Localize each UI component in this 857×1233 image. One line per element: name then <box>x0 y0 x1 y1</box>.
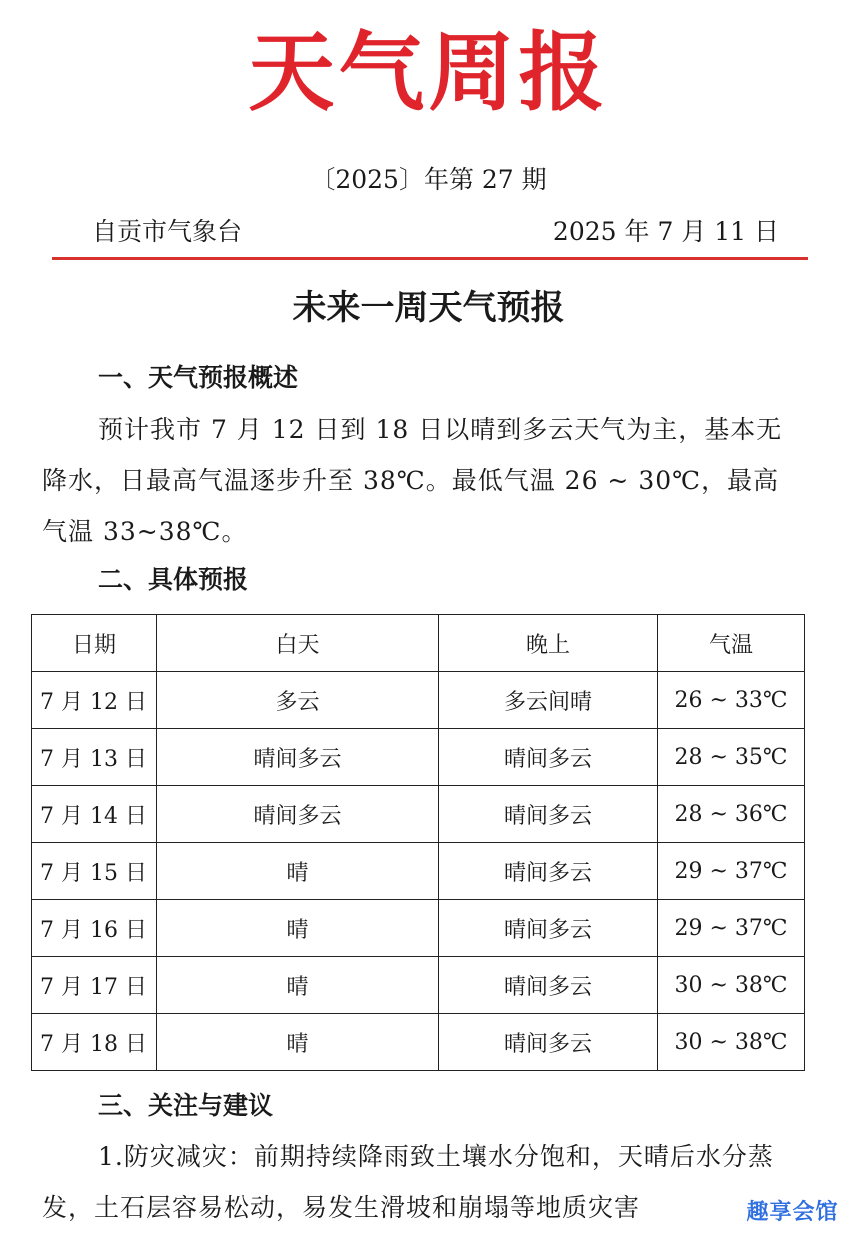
red-divider <box>52 257 808 260</box>
cell-temperature: 30 ~ 38℃ <box>658 1014 805 1071</box>
advice-heading: 三、关注与建议 <box>98 1091 274 1120</box>
page-title: 未来一周天气预报 <box>292 288 565 328</box>
publish-date: 2025 年 7 月 11 日 <box>552 217 779 246</box>
cell-night: 晴间多云 <box>439 786 658 843</box>
cell-temperature: 26 ~ 33℃ <box>658 672 805 729</box>
cell-date: 7 月 14 日 <box>32 786 157 843</box>
table-row <box>32 786 805 843</box>
header-date: 日期 <box>32 615 157 672</box>
cell-temperature: 30 ~ 38℃ <box>658 957 805 1014</box>
cell-night: 晴间多云 <box>439 843 658 900</box>
table-row <box>32 672 805 729</box>
cell-date: 7 月 16 日 <box>32 900 157 957</box>
cell-night: 晴间多云 <box>439 900 658 957</box>
issue-number: 〔2025〕年第 27 期 <box>310 165 547 194</box>
header-night: 晚上 <box>439 615 658 672</box>
cell-night: 晴间多云 <box>439 957 658 1014</box>
cell-temperature: 28 ~ 35℃ <box>658 729 805 786</box>
cell-date: 7 月 13 日 <box>32 729 157 786</box>
cell-date: 7 月 17 日 <box>32 957 157 1014</box>
cell-night: 晴间多云 <box>439 729 658 786</box>
header-day: 白天 <box>157 615 439 672</box>
cell-temperature: 28 ~ 36℃ <box>658 786 805 843</box>
overview-heading: 一、天气预报概述 <box>98 363 299 392</box>
cell-night: 多云间晴 <box>439 672 658 729</box>
cell-date: 7 月 15 日 <box>32 843 157 900</box>
cell-temperature: 29 ~ 37℃ <box>658 843 805 900</box>
cell-date: 7 月 18 日 <box>32 1014 157 1071</box>
publisher: 自贡市气象台 <box>92 217 243 246</box>
detail-heading: 二、具体预报 <box>98 565 249 594</box>
table-row <box>32 957 805 1014</box>
overview-paragraph: 预计我市 7 月 12 日到 18 日以晴到多云天气为主，基本无降水，日最高气温逐步升至 38℃。最低气温 26 ~ 30℃，最高气温 33~38℃。 <box>42 415 783 546</box>
cell-day: 晴间多云 <box>157 729 439 786</box>
cell-night: 晴间多云 <box>439 1014 658 1071</box>
table-row <box>32 729 805 786</box>
meta-row <box>92 214 779 250</box>
table-row <box>32 1014 805 1071</box>
header-temperature: 气温 <box>658 615 805 672</box>
watermark-logo: 趣享会馆 <box>728 1192 857 1229</box>
cell-date: 7 月 12 日 <box>32 672 157 729</box>
table-header-row <box>32 615 805 672</box>
cell-temperature: 29 ~ 37℃ <box>658 900 805 957</box>
table-row <box>32 843 805 900</box>
cell-day: 晴 <box>157 1014 439 1071</box>
advice-paragraph: 1.防灾减灾：前期持续降雨致土壤水分饱和，天晴后水分蒸发，土石层容易松动，易发生滑坡和崩塌等地质灾害 <box>42 1142 774 1222</box>
cell-day: 多云 <box>157 672 439 729</box>
table-row <box>32 900 805 957</box>
cell-day: 晴 <box>157 843 439 900</box>
cell-day: 晴 <box>157 900 439 957</box>
masthead-title: 天气周报 <box>248 22 609 123</box>
cell-day: 晴 <box>157 957 439 1014</box>
forecast-table <box>31 614 805 1071</box>
cell-day: 晴间多云 <box>157 786 439 843</box>
